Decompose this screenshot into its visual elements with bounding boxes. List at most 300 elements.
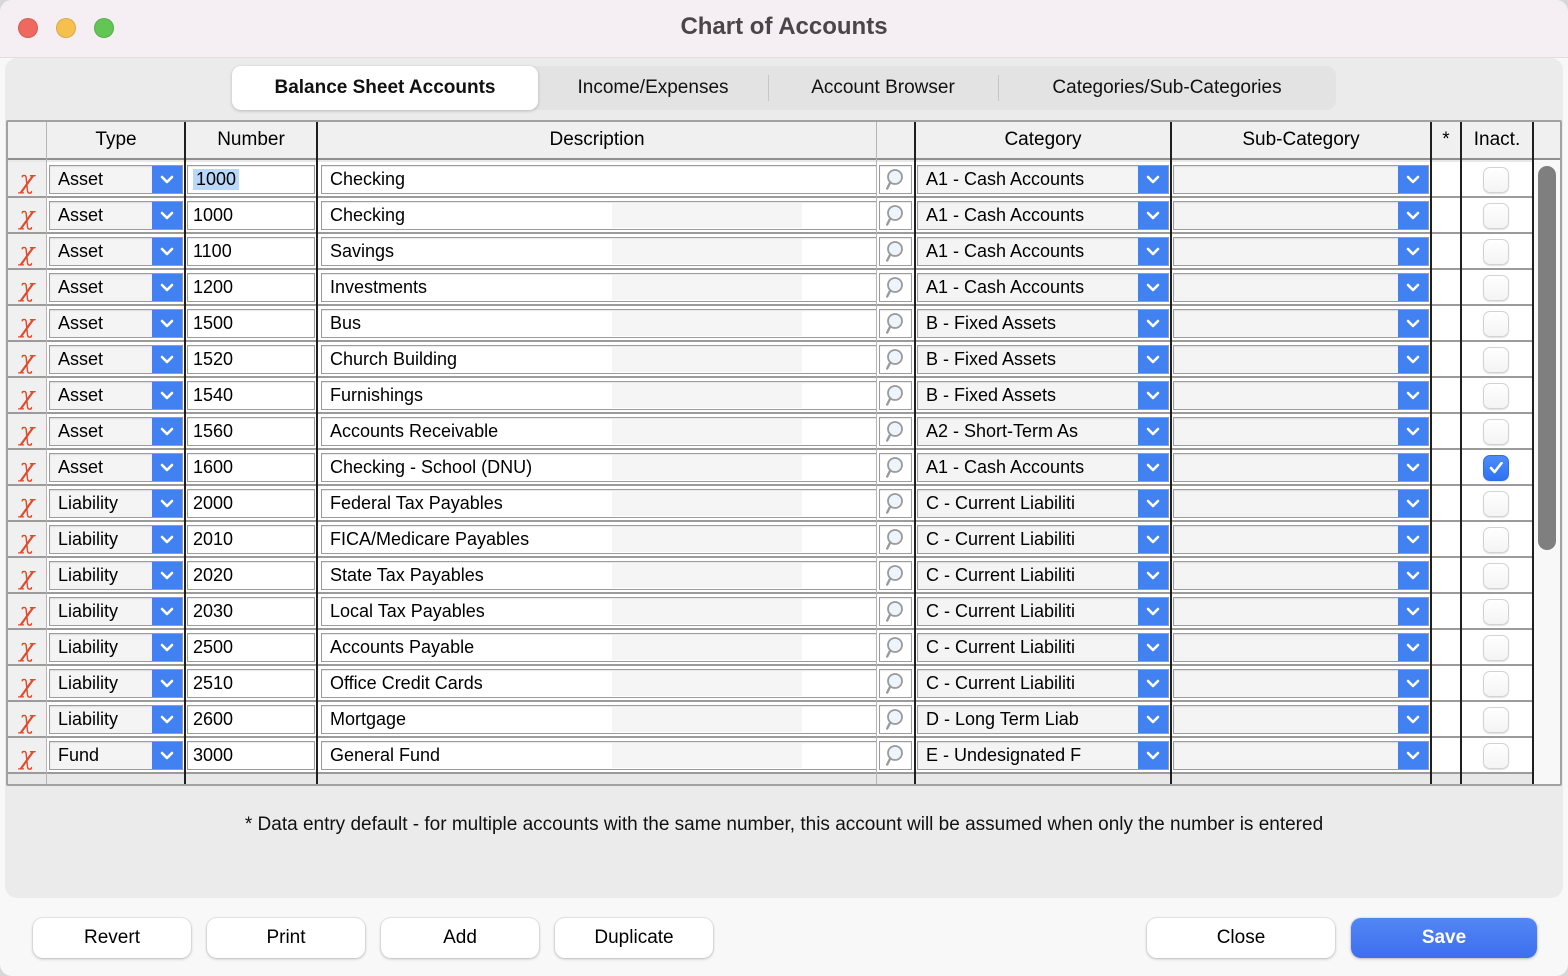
delete-icon[interactable]: χ [19, 164, 35, 194]
table-row [8, 270, 1560, 306]
chevron-down-icon[interactable] [1138, 346, 1168, 373]
description-field[interactable] [321, 273, 877, 302]
category-value: B - Fixed Assets [926, 349, 1057, 369]
number-value: 1540 [193, 385, 234, 405]
column-divider [316, 122, 318, 784]
chevron-down-icon[interactable] [1138, 562, 1168, 589]
chevron-down-icon[interactable] [1138, 454, 1168, 481]
search-button[interactable] [879, 633, 912, 662]
sub-category-dropdown[interactable] [1173, 273, 1429, 302]
header-inactive: Inact. [1473, 129, 1521, 150]
inactive-checkbox[interactable] [1483, 347, 1509, 373]
delete-icon[interactable]: χ [19, 272, 35, 302]
number-value: 2000 [193, 493, 234, 513]
category-value: D - Long Term Liab [926, 709, 1079, 729]
chevron-down-icon[interactable] [152, 706, 182, 733]
chevron-down-icon[interactable] [1138, 238, 1168, 265]
category-value: B - Fixed Assets [926, 385, 1057, 405]
chevron-down-icon[interactable] [152, 598, 182, 625]
number-field[interactable] [187, 669, 315, 698]
chevron-down-icon[interactable] [1398, 166, 1428, 193]
delete-cell [8, 414, 46, 448]
search-icon [884, 599, 908, 625]
description-field[interactable] [321, 561, 877, 590]
sub-category-dropdown[interactable] [1173, 669, 1429, 698]
chevron-down-icon[interactable] [152, 382, 182, 409]
delete-cell [8, 558, 46, 592]
save-button[interactable]: Save [1351, 918, 1537, 958]
delete-icon[interactable]: χ [19, 668, 35, 698]
description-secondary-area [612, 527, 802, 552]
chevron-down-icon[interactable] [1398, 310, 1428, 337]
sub-category-dropdown[interactable] [1173, 525, 1429, 554]
number-value: 2030 [193, 601, 234, 621]
description-secondary-area [612, 239, 802, 264]
table-row [8, 306, 1560, 342]
type-value: Asset [58, 349, 104, 369]
number-value: 3000 [193, 745, 234, 765]
type-value: Fund [58, 745, 100, 765]
search-button[interactable] [879, 417, 912, 446]
description-field[interactable] [321, 669, 877, 698]
table-row [8, 450, 1560, 486]
table-row [8, 486, 1560, 522]
search-icon [884, 455, 908, 481]
search-button[interactable] [879, 273, 912, 302]
search-icon [884, 635, 908, 661]
type-dropdown[interactable] [49, 705, 183, 734]
description-field[interactable] [321, 705, 877, 734]
tab-label: Income/Expenses [577, 77, 729, 98]
description-value: Savings [330, 241, 395, 261]
table-row [8, 738, 1560, 774]
category-dropdown[interactable] [917, 165, 1169, 194]
description-field[interactable] [321, 201, 877, 230]
description-field[interactable] [321, 345, 877, 374]
search-button[interactable] [879, 201, 912, 230]
type-dropdown[interactable] [49, 633, 183, 662]
delete-icon[interactable]: χ [19, 488, 35, 518]
tab-balance-sheet-accounts[interactable] [232, 66, 538, 110]
chevron-down-icon[interactable] [152, 166, 182, 193]
type-dropdown[interactable] [49, 453, 183, 482]
type-value: Liability [58, 709, 119, 729]
number-field[interactable] [187, 381, 315, 410]
delete-cell [8, 522, 46, 556]
header-type: Type [95, 129, 137, 150]
category-dropdown[interactable] [917, 309, 1169, 338]
delete-cell [8, 486, 46, 520]
chevron-down-icon[interactable] [152, 526, 182, 553]
description-field[interactable] [321, 489, 877, 518]
sub-category-dropdown[interactable] [1173, 237, 1429, 266]
number-field[interactable] [187, 273, 315, 302]
type-value: Liability [58, 601, 119, 621]
sub-category-dropdown[interactable] [1173, 453, 1429, 482]
category-dropdown[interactable] [917, 597, 1169, 626]
sub-category-value [1182, 382, 1398, 409]
header-star: * [1442, 129, 1450, 150]
type-dropdown[interactable] [49, 237, 183, 266]
delete-cell [8, 306, 46, 340]
inactive-checkbox[interactable] [1483, 563, 1509, 589]
description-value: Local Tax Payables [330, 601, 485, 621]
header-number: Number [217, 129, 285, 150]
delete-icon[interactable]: χ [19, 704, 35, 734]
search-icon [884, 383, 908, 409]
sub-category-dropdown[interactable] [1173, 201, 1429, 230]
delete-icon[interactable]: χ [19, 740, 35, 770]
description-value: Accounts Receivable [330, 421, 499, 441]
search-button[interactable] [879, 489, 912, 518]
chevron-down-icon[interactable] [1138, 742, 1168, 769]
search-icon [884, 167, 908, 193]
delete-cell [8, 450, 46, 484]
delete-cell [8, 270, 46, 304]
delete-cell [8, 630, 46, 664]
chevron-down-icon[interactable] [152, 418, 182, 445]
type-value: Asset [58, 277, 104, 297]
inactive-checkbox[interactable] [1483, 311, 1509, 337]
number-value: 2500 [193, 637, 234, 657]
type-value: Asset [58, 385, 104, 405]
number-value: 2510 [193, 673, 234, 693]
chevron-down-icon[interactable] [1398, 382, 1428, 409]
delete-icon[interactable]: χ [19, 452, 35, 482]
sub-category-dropdown[interactable] [1173, 417, 1429, 446]
chevron-down-icon[interactable] [1138, 526, 1168, 553]
chevron-down-icon[interactable] [152, 670, 182, 697]
chevron-down-icon[interactable] [1138, 418, 1168, 445]
chevron-down-icon[interactable] [152, 490, 182, 517]
inactive-checkbox[interactable] [1483, 635, 1509, 661]
chevron-down-icon[interactable] [1138, 202, 1168, 229]
chevron-down-icon[interactable] [152, 310, 182, 337]
description-field[interactable] [321, 165, 877, 194]
sub-category-dropdown[interactable] [1173, 165, 1429, 194]
search-button[interactable] [879, 165, 912, 194]
description-secondary-area [612, 455, 802, 480]
chevron-down-icon[interactable] [1398, 634, 1428, 661]
type-dropdown[interactable] [49, 525, 183, 554]
inactive-checkbox[interactable] [1483, 527, 1509, 553]
tab-account-browser[interactable] [768, 66, 998, 110]
sub-category-dropdown[interactable] [1173, 741, 1429, 770]
sub-category-dropdown[interactable] [1173, 597, 1429, 626]
category-dropdown[interactable] [917, 345, 1169, 374]
delete-icon[interactable]: χ [19, 632, 35, 662]
sub-category-dropdown[interactable] [1173, 381, 1429, 410]
type-dropdown[interactable] [49, 345, 183, 374]
description-field[interactable] [321, 633, 877, 662]
chevron-down-icon[interactable] [152, 454, 182, 481]
inactive-checkbox[interactable] [1483, 671, 1509, 697]
number-field[interactable] [187, 561, 315, 590]
search-button[interactable] [879, 345, 912, 374]
number-field[interactable] [187, 597, 315, 626]
delete-cell [8, 702, 46, 736]
description-value: Checking [330, 205, 406, 225]
number-field[interactable] [187, 201, 315, 230]
category-dropdown[interactable] [917, 669, 1169, 698]
description-field[interactable] [321, 237, 877, 266]
chevron-down-icon[interactable] [1398, 490, 1428, 517]
duplicate-button[interactable]: Duplicate [555, 918, 713, 958]
number-value: 1500 [193, 313, 234, 333]
chevron-down-icon[interactable] [1398, 346, 1428, 373]
table-row [8, 162, 1560, 198]
chevron-down-icon[interactable] [152, 202, 182, 229]
tab-categories-sub-categories[interactable] [998, 66, 1336, 110]
sub-category-value [1182, 346, 1398, 373]
type-dropdown[interactable] [49, 561, 183, 590]
chevron-down-icon[interactable] [1398, 526, 1428, 553]
category-dropdown[interactable] [917, 417, 1169, 446]
sub-category-value [1182, 490, 1398, 517]
search-button[interactable] [879, 309, 912, 338]
search-button[interactable] [879, 669, 912, 698]
chevron-down-icon[interactable] [152, 346, 182, 373]
category-value: C - Current Liabiliti [926, 493, 1076, 513]
category-value: C - Current Liabiliti [926, 565, 1076, 585]
description-secondary-area [612, 311, 802, 336]
description-secondary-area [612, 743, 802, 768]
category-value: A1 - Cash Accounts [926, 205, 1085, 225]
sub-category-dropdown[interactable] [1173, 633, 1429, 662]
inactive-checkbox[interactable] [1483, 167, 1509, 193]
sub-category-value [1182, 166, 1398, 193]
search-icon [884, 743, 908, 769]
delete-cell [8, 666, 46, 700]
description-secondary-area [612, 419, 802, 444]
number-field[interactable] [187, 237, 315, 266]
search-icon [884, 239, 908, 265]
type-dropdown[interactable] [49, 165, 183, 194]
delete-icon[interactable]: χ [19, 416, 35, 446]
chevron-down-icon[interactable] [1138, 166, 1168, 193]
search-button[interactable] [879, 453, 912, 482]
chevron-down-icon[interactable] [1138, 382, 1168, 409]
category-dropdown[interactable] [917, 741, 1169, 770]
description-field[interactable] [321, 381, 877, 410]
tab-income-expenses[interactable] [538, 66, 768, 110]
number-field[interactable] [187, 525, 315, 554]
delete-icon[interactable]: χ [19, 200, 35, 230]
category-dropdown[interactable] [917, 237, 1169, 266]
number-field[interactable] [187, 705, 315, 734]
delete-icon[interactable]: χ [19, 344, 35, 374]
description-value: Church Building [330, 349, 458, 369]
chevron-down-icon[interactable] [1398, 202, 1428, 229]
chevron-down-icon[interactable] [1138, 274, 1168, 301]
delete-cell [8, 594, 46, 628]
inactive-checkbox[interactable] [1483, 419, 1509, 445]
sub-category-value [1182, 706, 1398, 733]
chevron-down-icon[interactable] [1398, 274, 1428, 301]
number-value: 1000 [193, 169, 239, 190]
inactive-checkbox[interactable] [1483, 383, 1509, 409]
number-field[interactable] [187, 309, 315, 338]
description-value: Checking [330, 169, 406, 189]
chevron-down-icon[interactable] [1398, 598, 1428, 625]
category-value: A1 - Cash Accounts [926, 457, 1085, 477]
description-field[interactable] [321, 417, 877, 446]
category-value: A2 - Short-Term As [926, 421, 1079, 441]
inactive-checkbox[interactable] [1483, 599, 1509, 625]
number-field[interactable] [187, 345, 315, 374]
description-secondary-area [612, 563, 802, 588]
number-value: 1100 [193, 241, 232, 261]
chevron-down-icon[interactable] [1138, 670, 1168, 697]
chevron-down-icon[interactable] [1398, 454, 1428, 481]
search-button[interactable] [879, 597, 912, 626]
number-field[interactable] [187, 489, 315, 518]
sub-category-value [1182, 454, 1398, 481]
inactive-checkbox[interactable] [1483, 743, 1509, 769]
type-dropdown[interactable] [49, 201, 183, 230]
inactive-checkbox[interactable] [1483, 275, 1509, 301]
chevron-down-icon[interactable] [1398, 238, 1428, 265]
chevron-down-icon[interactable] [152, 634, 182, 661]
data-entry-footnote: * Data entry default - for multiple accounts with the same number, this account will be assumed when only the number is entered [244, 814, 1324, 835]
column-divider [184, 122, 186, 784]
add-button[interactable]: Add [381, 918, 539, 958]
description-value: Furnishings [330, 385, 424, 405]
inactive-checkbox[interactable] [1483, 491, 1509, 517]
sub-category-dropdown[interactable] [1173, 705, 1429, 734]
inactive-checkbox[interactable] [1483, 455, 1509, 481]
type-dropdown[interactable] [49, 489, 183, 518]
sub-category-dropdown[interactable] [1173, 309, 1429, 338]
delete-cell [8, 378, 46, 412]
search-button[interactable] [879, 561, 912, 590]
number-field[interactable] [187, 453, 315, 482]
chevron-down-icon[interactable] [1398, 706, 1428, 733]
sub-category-value [1182, 598, 1398, 625]
scrollbar-thumb[interactable] [1538, 166, 1556, 550]
type-dropdown[interactable] [49, 417, 183, 446]
delete-icon[interactable]: χ [19, 560, 35, 590]
category-dropdown[interactable] [917, 525, 1169, 554]
description-field[interactable] [321, 525, 877, 554]
type-dropdown[interactable] [49, 741, 183, 770]
delete-icon[interactable]: χ [19, 380, 35, 410]
revert-button[interactable]: Revert [33, 918, 191, 958]
chevron-down-icon[interactable] [1138, 706, 1168, 733]
category-dropdown[interactable] [917, 633, 1169, 662]
category-value: C - Current Liabiliti [926, 673, 1076, 693]
chevron-down-icon[interactable] [152, 742, 182, 769]
table-row [8, 558, 1560, 594]
delete-icon[interactable]: χ [19, 308, 35, 338]
chevron-down-icon[interactable] [152, 562, 182, 589]
category-dropdown[interactable] [917, 381, 1169, 410]
sub-category-dropdown[interactable] [1173, 561, 1429, 590]
description-value: State Tax Payables [330, 565, 484, 585]
number-field[interactable] [187, 417, 315, 446]
description-value: Investments [330, 277, 428, 297]
checkmark-icon [1489, 462, 1504, 474]
sub-category-value [1182, 670, 1398, 697]
chevron-down-icon[interactable] [1398, 670, 1428, 697]
header-sub-category: Sub-Category [1242, 129, 1360, 150]
delete-icon[interactable]: χ [19, 236, 35, 266]
chevron-down-icon[interactable] [1138, 634, 1168, 661]
type-value: Liability [58, 493, 119, 513]
search-icon [884, 527, 908, 553]
category-dropdown[interactable] [917, 561, 1169, 590]
description-value: Bus [330, 313, 362, 333]
number-field[interactable] [187, 633, 315, 662]
type-value: Asset [58, 421, 104, 441]
category-dropdown[interactable] [917, 489, 1169, 518]
search-button[interactable] [879, 525, 912, 554]
delete-cell [8, 738, 46, 772]
delete-icon[interactable]: χ [19, 524, 35, 554]
description-field[interactable] [321, 309, 877, 338]
table-row [8, 522, 1560, 558]
sub-category-dropdown[interactable] [1173, 489, 1429, 518]
inactive-checkbox[interactable] [1483, 707, 1509, 733]
sub-category-dropdown[interactable] [1173, 345, 1429, 374]
number-value: 1560 [193, 421, 234, 441]
search-button[interactable] [879, 705, 912, 734]
description-secondary-area [612, 383, 802, 408]
chevron-down-icon[interactable] [1398, 742, 1428, 769]
delete-cell [8, 162, 46, 196]
chevron-down-icon[interactable] [1398, 562, 1428, 589]
chevron-down-icon[interactable] [1138, 310, 1168, 337]
number-field[interactable] [187, 741, 315, 770]
chevron-down-icon[interactable] [1138, 598, 1168, 625]
inactive-checkbox[interactable] [1483, 203, 1509, 229]
chevron-down-icon[interactable] [1398, 418, 1428, 445]
chevron-down-icon[interactable] [152, 274, 182, 301]
sub-category-value [1182, 202, 1398, 229]
search-button[interactable] [879, 381, 912, 410]
type-dropdown[interactable] [49, 597, 183, 626]
description-field[interactable] [321, 597, 877, 626]
category-dropdown[interactable] [917, 273, 1169, 302]
type-dropdown[interactable] [49, 273, 183, 302]
table-row [8, 198, 1560, 234]
description-field[interactable] [321, 741, 877, 770]
search-icon [884, 491, 908, 517]
close-button[interactable]: Close [1147, 918, 1335, 958]
category-dropdown[interactable] [917, 453, 1169, 482]
description-field[interactable] [321, 453, 877, 482]
number-field[interactable] [187, 165, 315, 194]
chevron-down-icon[interactable] [1138, 490, 1168, 517]
search-icon [884, 707, 908, 733]
category-dropdown[interactable] [917, 705, 1169, 734]
search-button[interactable] [879, 741, 912, 770]
delete-icon[interactable]: χ [19, 596, 35, 626]
type-dropdown[interactable] [49, 381, 183, 410]
chevron-down-icon[interactable] [152, 238, 182, 265]
print-button[interactable]: Print [207, 918, 365, 958]
search-button[interactable] [879, 237, 912, 266]
tab-bar [232, 66, 1336, 110]
type-dropdown[interactable] [49, 309, 183, 338]
inactive-checkbox[interactable] [1483, 239, 1509, 265]
category-dropdown[interactable] [917, 201, 1169, 230]
type-dropdown[interactable] [49, 669, 183, 698]
search-icon [884, 203, 908, 229]
type-value: Asset [58, 457, 104, 477]
search-icon [884, 419, 908, 445]
description-value: Mortgage [330, 709, 407, 729]
